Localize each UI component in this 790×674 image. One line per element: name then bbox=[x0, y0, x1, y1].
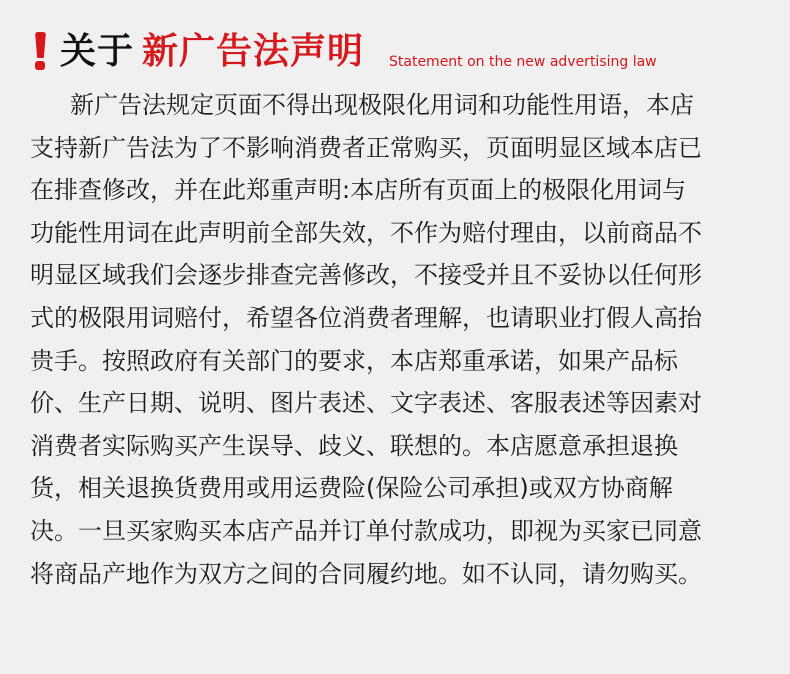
statement-line: 将商品产地作为双方之间的合同履约地。如不认同，请勿购买。 bbox=[30, 559, 702, 588]
statement-header bbox=[30, 28, 770, 78]
statement-body bbox=[30, 84, 765, 595]
exclamation-icon bbox=[34, 32, 48, 70]
statement-line: 新广告法规定页面不得出现极限化用词和功能性用语，本店 bbox=[70, 91, 694, 119]
statement-line: 式的极限用词赔付，希望各位消费者理解，也请职业打假人高抬 bbox=[30, 303, 702, 332]
statement-line: 消费者实际购买产生误导、歧义、联想的。本店愿意承担退换 bbox=[30, 431, 678, 460]
statement-line: 支持新广告法为了不影响消费者正常购买，页面明显区域本店已 bbox=[30, 133, 702, 162]
title-main: 新广告法声明 bbox=[142, 31, 365, 72]
title-prefix: 关于 bbox=[60, 31, 135, 72]
statement-line: 货，相关退换货费用或用运费险(保险公司承担)或双方协商解 bbox=[30, 474, 673, 503]
title-english: Statement on the new advertising law bbox=[389, 54, 657, 70]
statement-line: 在排查修改，并在此郑重声明:本店所有页面上的极限化用词与 bbox=[30, 176, 687, 205]
statement-line: 功能性用词在此声明前全部失效，不作为赔付理由，以前商品不 bbox=[30, 218, 702, 247]
statement-line: 明显区域我们会逐步排查完善修改，不接受并且不妥协以任何形 bbox=[30, 261, 702, 290]
statement-line: 决。一旦买家购买本店产品并订单付款成功，即视为买家已同意 bbox=[30, 516, 702, 545]
statement-line: 贵手。按照政府有关部门的要求，本店郑重承诺，如果产品标 bbox=[30, 346, 678, 375]
statement-line: 价、生产日期、说明、图片表述、文字表述、客服表述等因素对 bbox=[30, 389, 702, 418]
